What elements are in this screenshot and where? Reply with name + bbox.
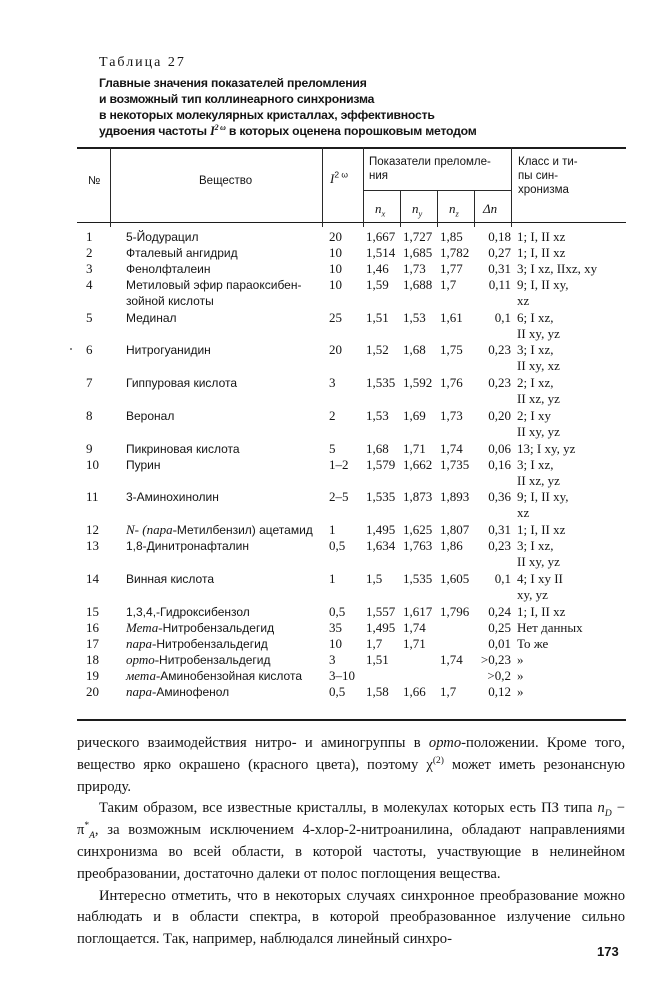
substance-name	[126, 408, 174, 424]
shg-intensity: 2	[329, 408, 336, 423]
substance-prefix: пара-	[126, 684, 157, 699]
n-z: 1,7	[440, 684, 457, 699]
row-number: 1	[86, 229, 93, 244]
sync-class: 9; I, II xy,	[517, 277, 569, 292]
substance-name	[126, 489, 219, 505]
n-y: 1,873	[403, 489, 433, 504]
col-divider	[511, 147, 512, 227]
sync-class-cont: II xy, yz	[517, 554, 560, 569]
chi-sup: (2)	[432, 755, 444, 766]
paragraph-1	[77, 733, 625, 798]
shg-intensity: 10	[329, 636, 342, 651]
n-y: 1,53	[403, 310, 426, 325]
sync-class: »	[517, 652, 524, 667]
sync-class-cont: II xy, yz	[517, 326, 560, 341]
body-text	[77, 733, 625, 951]
dn-label: Δn	[483, 201, 498, 216]
delta-n: 0,1	[494, 310, 511, 325]
n-z: 1,86	[440, 538, 463, 553]
delta-n: 0,31	[488, 261, 511, 276]
nz-letter: n	[449, 201, 456, 216]
header-class-3: хронизма	[518, 184, 569, 196]
n-x: 1,46	[366, 261, 389, 276]
delta-n: 0,25	[488, 620, 511, 635]
n-x: 1,5	[366, 571, 383, 586]
p2-pi-sub: A	[89, 831, 95, 842]
substance-label: Пикриновая кислота	[126, 442, 240, 456]
sync-class: »	[517, 668, 524, 683]
delta-n: 0,31	[488, 522, 511, 537]
row-number: 15	[86, 604, 99, 619]
p2-pi-sup: *	[84, 821, 90, 832]
n-x: 1,535	[366, 489, 396, 504]
sync-class: 1; I, II xz	[517, 245, 566, 260]
substance-name-cont: зойной кислоты	[126, 294, 214, 308]
n-z: 1,73	[440, 408, 463, 423]
delta-n: 0,12	[488, 684, 511, 699]
n-z: 1,605	[440, 571, 470, 586]
substance-prefix: пара-	[126, 636, 157, 651]
row-number: 12	[86, 522, 99, 537]
n-y: 1,66	[403, 684, 426, 699]
delta-n: 0,23	[488, 538, 511, 553]
substance-prefix: орто-	[126, 652, 160, 667]
n-y: 1,662	[403, 457, 433, 472]
delta-n: 0,27	[488, 245, 511, 260]
table-bottom-rule	[77, 719, 626, 721]
substance-name	[126, 652, 271, 668]
shg-intensity: 35	[329, 620, 342, 635]
caption-line-1: Главные значения показателей преломления	[99, 76, 367, 90]
shg-intensity: 3	[329, 652, 336, 667]
substance-label: Фталевый ангидрид	[126, 246, 238, 260]
substance-name	[126, 636, 268, 652]
n-z: 1,782	[440, 245, 470, 260]
n-z: 1,807	[440, 522, 470, 537]
delta-n: 0,01	[488, 636, 511, 651]
page-number: 173	[597, 944, 619, 959]
n-z: 1,74	[440, 441, 463, 456]
substance-name	[126, 522, 313, 538]
shg-intensity: 1	[329, 522, 336, 537]
n-y: 1,68	[403, 342, 426, 357]
header-refractive-group-2: ния	[369, 170, 389, 182]
col-divider	[437, 190, 438, 227]
sync-class: 3; I xz, IIxz, xy	[517, 261, 598, 276]
header-class-2: пы син-	[518, 170, 559, 182]
substance-name	[126, 342, 211, 358]
header-substance: Вещество	[199, 175, 253, 187]
n-x: 1,59	[366, 277, 389, 292]
p2-n-sub: D	[604, 809, 612, 820]
n-z: 1,85	[440, 229, 463, 244]
sync-class: 1; I, II xz	[517, 522, 566, 537]
substance-label: 5-Йодурацил	[126, 230, 199, 244]
substance-label: Аминофенол	[156, 685, 230, 699]
p1-text-b: -положении. Кроме того, вещество ярко окрашено (красного цвета), поэтому χ	[77, 735, 625, 773]
p1-italic: орто	[428, 735, 462, 751]
header-nz	[449, 201, 459, 219]
n-y: 1,535	[403, 571, 433, 586]
substance-name	[126, 310, 177, 326]
col-divider	[322, 147, 323, 227]
n-x: 1,52	[366, 342, 389, 357]
substance-name	[126, 620, 274, 636]
n-y: 1,688	[403, 277, 433, 292]
shg-intensity: 0,5	[329, 538, 346, 553]
substance-label: Веронал	[126, 409, 175, 423]
row-number: 13	[86, 538, 99, 553]
header-intensity-sup: 2 ω	[334, 169, 348, 180]
ny-letter: n	[412, 201, 419, 216]
scan-mark	[70, 348, 72, 350]
delta-n: 0,23	[488, 342, 511, 357]
n-x: 1,667	[366, 229, 396, 244]
sync-class-cont: xz	[517, 505, 530, 520]
n-y: 1,727	[403, 229, 433, 244]
substance-label: Аминобензойная кислота	[160, 669, 302, 683]
substance-name	[126, 668, 302, 684]
sync-class: »	[517, 684, 524, 699]
n-y: 1,685	[403, 245, 433, 260]
row-number: 16	[86, 620, 99, 635]
header-dn	[483, 202, 497, 216]
delta-n: 0,11	[488, 277, 511, 292]
sync-class: 2; I xy	[517, 408, 551, 423]
row-number: 10	[86, 457, 99, 472]
n-x: 1,535	[366, 375, 396, 390]
n-x: 1,514	[366, 245, 396, 260]
substance-label: Нитрогуанидин	[126, 343, 211, 357]
caption-line-4-lead: удвоения частоты	[99, 124, 207, 138]
shg-intensity: 0,5	[329, 604, 346, 619]
substance-label: Пурин	[126, 458, 161, 472]
delta-n: 0,20	[488, 408, 511, 423]
substance-label: Мединал	[126, 311, 177, 325]
row-number: 7	[86, 375, 93, 390]
nx-letter: n	[375, 201, 382, 216]
shg-intensity: 1–2	[329, 457, 349, 472]
row-number: 8	[86, 408, 93, 423]
delta-n: 0,06	[488, 441, 511, 456]
header-ny	[412, 201, 423, 219]
substance-name	[126, 571, 214, 587]
substance-label: 1,8-Динитронафталин	[126, 539, 249, 553]
row-number: 14	[86, 571, 99, 586]
header-refractive-group: Показатели преломле-	[369, 156, 491, 168]
caption-line-3: в некоторых молекулярных кристаллах, эффективность	[99, 108, 435, 122]
substance-name	[126, 604, 250, 620]
row-number: 20	[86, 684, 99, 699]
substance-name	[126, 229, 199, 245]
delta-n: 0,24	[488, 604, 511, 619]
substance-label: 3-Аминохинолин	[126, 490, 219, 504]
shg-intensity: 3–10	[329, 668, 355, 683]
p2-pi: − π	[77, 800, 625, 839]
header-nx	[375, 201, 386, 219]
sync-class: 3; I xz,	[517, 457, 554, 472]
row-number: 11	[86, 489, 99, 504]
caption-line-4	[99, 124, 477, 139]
n-y: 1,763	[403, 538, 433, 553]
delta-n: 0,36	[488, 489, 511, 504]
substance-label: Нитробензальдегид	[159, 653, 271, 667]
n-x: 1,634	[366, 538, 396, 553]
shg-intensity: 0,5	[329, 684, 346, 699]
sync-class: 9; I, II xy,	[517, 489, 569, 504]
header-intensity-letter: I	[330, 171, 335, 186]
sync-class: 4; I xy II	[517, 571, 563, 586]
table-top-rule	[77, 147, 626, 149]
sync-class-cont: II xz, yz	[517, 391, 560, 406]
n-y: 1,69	[403, 408, 426, 423]
substance-name	[126, 684, 229, 700]
n-z: 1,76	[440, 375, 463, 390]
n-y: 1,74	[403, 620, 426, 635]
substance-label: Гиппуровая кислота	[126, 376, 238, 390]
substance-label: Метилбензил) ацетамид	[176, 523, 313, 537]
col-divider	[400, 190, 401, 227]
n-y: 1,617	[403, 604, 433, 619]
substance-name	[126, 441, 240, 457]
sync-class-cont: II xz, yz	[517, 473, 560, 488]
sync-class: 3; I xz,	[517, 342, 554, 357]
shg-intensity: 25	[329, 310, 342, 325]
n-z: 1,893	[440, 489, 470, 504]
n-x: 1,7	[366, 636, 383, 651]
n-z: 1,796	[440, 604, 470, 619]
shg-intensity: 5	[329, 441, 336, 456]
sync-class: 13; I xy, yz	[517, 441, 576, 456]
intensity-sup: 2 ω	[214, 122, 226, 132]
caption-line-4-tail: в которых оценена порошковым методом	[228, 124, 477, 138]
shg-intensity: 10	[329, 277, 342, 292]
substance-prefix: Мета-	[126, 620, 163, 635]
sync-class: Нет данных	[517, 620, 583, 635]
table-label: Таблица 27	[99, 55, 186, 70]
n-y: 1,592	[403, 375, 433, 390]
shg-intensity: 20	[329, 342, 342, 357]
shg-intensity: 20	[329, 229, 342, 244]
caption-line-2: и возможный тип коллинеарного синхронизма	[99, 92, 375, 106]
n-x: 1,495	[366, 620, 396, 635]
n-x: 1,51	[366, 310, 389, 325]
row-number: 4	[86, 277, 93, 292]
n-y: 1,625	[403, 522, 433, 537]
n-z: 1,74	[440, 652, 463, 667]
substance-label: Нитробензальдегид	[162, 621, 275, 635]
n-z: 1,61	[440, 310, 463, 325]
delta-n: >0,23	[480, 652, 511, 667]
substance-name	[126, 277, 301, 293]
substance-name	[126, 261, 211, 277]
p2-text-a: Таким образом, все известные кристаллы, в молекулах которых есть ПЗ типа	[99, 800, 598, 817]
n-y: 1,71	[403, 636, 426, 651]
sync-class-cont: xz	[517, 293, 530, 308]
delta-n: 0,18	[488, 229, 511, 244]
n-y: 1,71	[403, 441, 426, 456]
shg-intensity: 10	[329, 261, 342, 276]
delta-n: 0,16	[488, 457, 511, 472]
p2-text-b: , за возможным исключением 4-хлор-2-нитроанилина, обладают направлениями синхронизма во всей области, в которой частоты, участвующие в нелинейном преобразовании, достаточно далеки от полос поглощения вещества.	[77, 822, 625, 882]
sync-class-cont: II xy, xz	[517, 358, 560, 373]
sync-class: 6; I xz,	[517, 310, 554, 325]
substance-label: Нитробензальдегид	[156, 637, 268, 651]
delta-n: 0,1	[494, 571, 511, 586]
col-divider	[110, 147, 111, 227]
sync-class: 3; I xz,	[517, 538, 554, 553]
substance-label: Винная кислота	[126, 572, 215, 586]
p1-text-a: рического взаимодействия нитро- и аминогруппы в	[77, 735, 429, 751]
sync-class: 2; I xz,	[517, 375, 554, 390]
intensity-symbol	[210, 124, 226, 138]
shg-intensity: 2–5	[329, 489, 349, 504]
shg-intensity: 3	[329, 375, 336, 390]
n-x: 1,53	[366, 408, 389, 423]
row-number: 19	[86, 668, 99, 683]
substance-name	[126, 457, 161, 473]
substance-prefix: N- (пара-	[126, 522, 177, 537]
sync-class: 1; I, II xz	[517, 229, 566, 244]
col-divider	[363, 147, 364, 227]
n-x: 1,495	[366, 522, 396, 537]
n-z: 1,735	[440, 457, 470, 472]
col-divider	[474, 190, 475, 227]
n-y: 1,73	[403, 261, 426, 276]
n-x: 1,58	[366, 684, 389, 699]
p2-n: n	[597, 800, 605, 817]
paragraph-2	[77, 798, 625, 885]
substance-label: Метиловый эфир параоксибен-	[126, 278, 302, 292]
header-class-1: Класс и ти-	[518, 156, 578, 168]
shg-intensity: 1	[329, 571, 336, 586]
header-intensity	[330, 169, 348, 186]
row-number: 18	[86, 652, 99, 667]
row-number: 5	[86, 310, 93, 325]
n-z: 1,77	[440, 261, 463, 276]
row-number: 2	[86, 245, 93, 260]
n-x: 1,557	[366, 604, 396, 619]
sync-class: То же	[517, 636, 549, 651]
substance-name	[126, 245, 238, 261]
header-no: №	[88, 175, 101, 187]
delta-n: >0,2	[487, 668, 511, 683]
row-number: 9	[86, 441, 93, 456]
ny-sub: y	[418, 208, 423, 219]
substance-name	[126, 538, 249, 554]
sync-class-cont: II xy, yz	[517, 424, 560, 439]
nx-sub: x	[381, 208, 386, 219]
n-z: 1,7	[440, 277, 457, 292]
delta-n: 0,23	[488, 375, 511, 390]
substance-label: 1,3,4,-Гидроксибензол	[126, 605, 250, 619]
shg-intensity: 10	[329, 245, 342, 260]
row-number: 17	[86, 636, 99, 651]
paragraph-3: Интересно отметить, что в некоторых случаях синхронное преобразование можно наблюдать и в области спектра, в которой преобразованное излучение сильно поглощается. Так, например, наблюдался линейный синхро-	[77, 887, 625, 948]
p1-text-c: может иметь резонансную природу.	[77, 756, 625, 795]
n-x: 1,51	[366, 652, 389, 667]
nz-sub: z	[455, 208, 459, 219]
row-number: 6	[86, 342, 93, 357]
sync-class-cont: xy, yz	[517, 587, 548, 602]
n-z: 1,75	[440, 342, 463, 357]
substance-prefix: мета-	[126, 668, 161, 683]
intensity-letter: I	[210, 124, 215, 138]
n-x: 1,579	[366, 457, 396, 472]
substance-label: Фенолфталеин	[126, 262, 211, 276]
header-bottom-rule	[77, 222, 626, 223]
substance-name	[126, 375, 237, 391]
sync-class: 1; I, II xz	[517, 604, 566, 619]
n-x: 1,68	[366, 441, 389, 456]
row-number: 3	[86, 261, 93, 276]
